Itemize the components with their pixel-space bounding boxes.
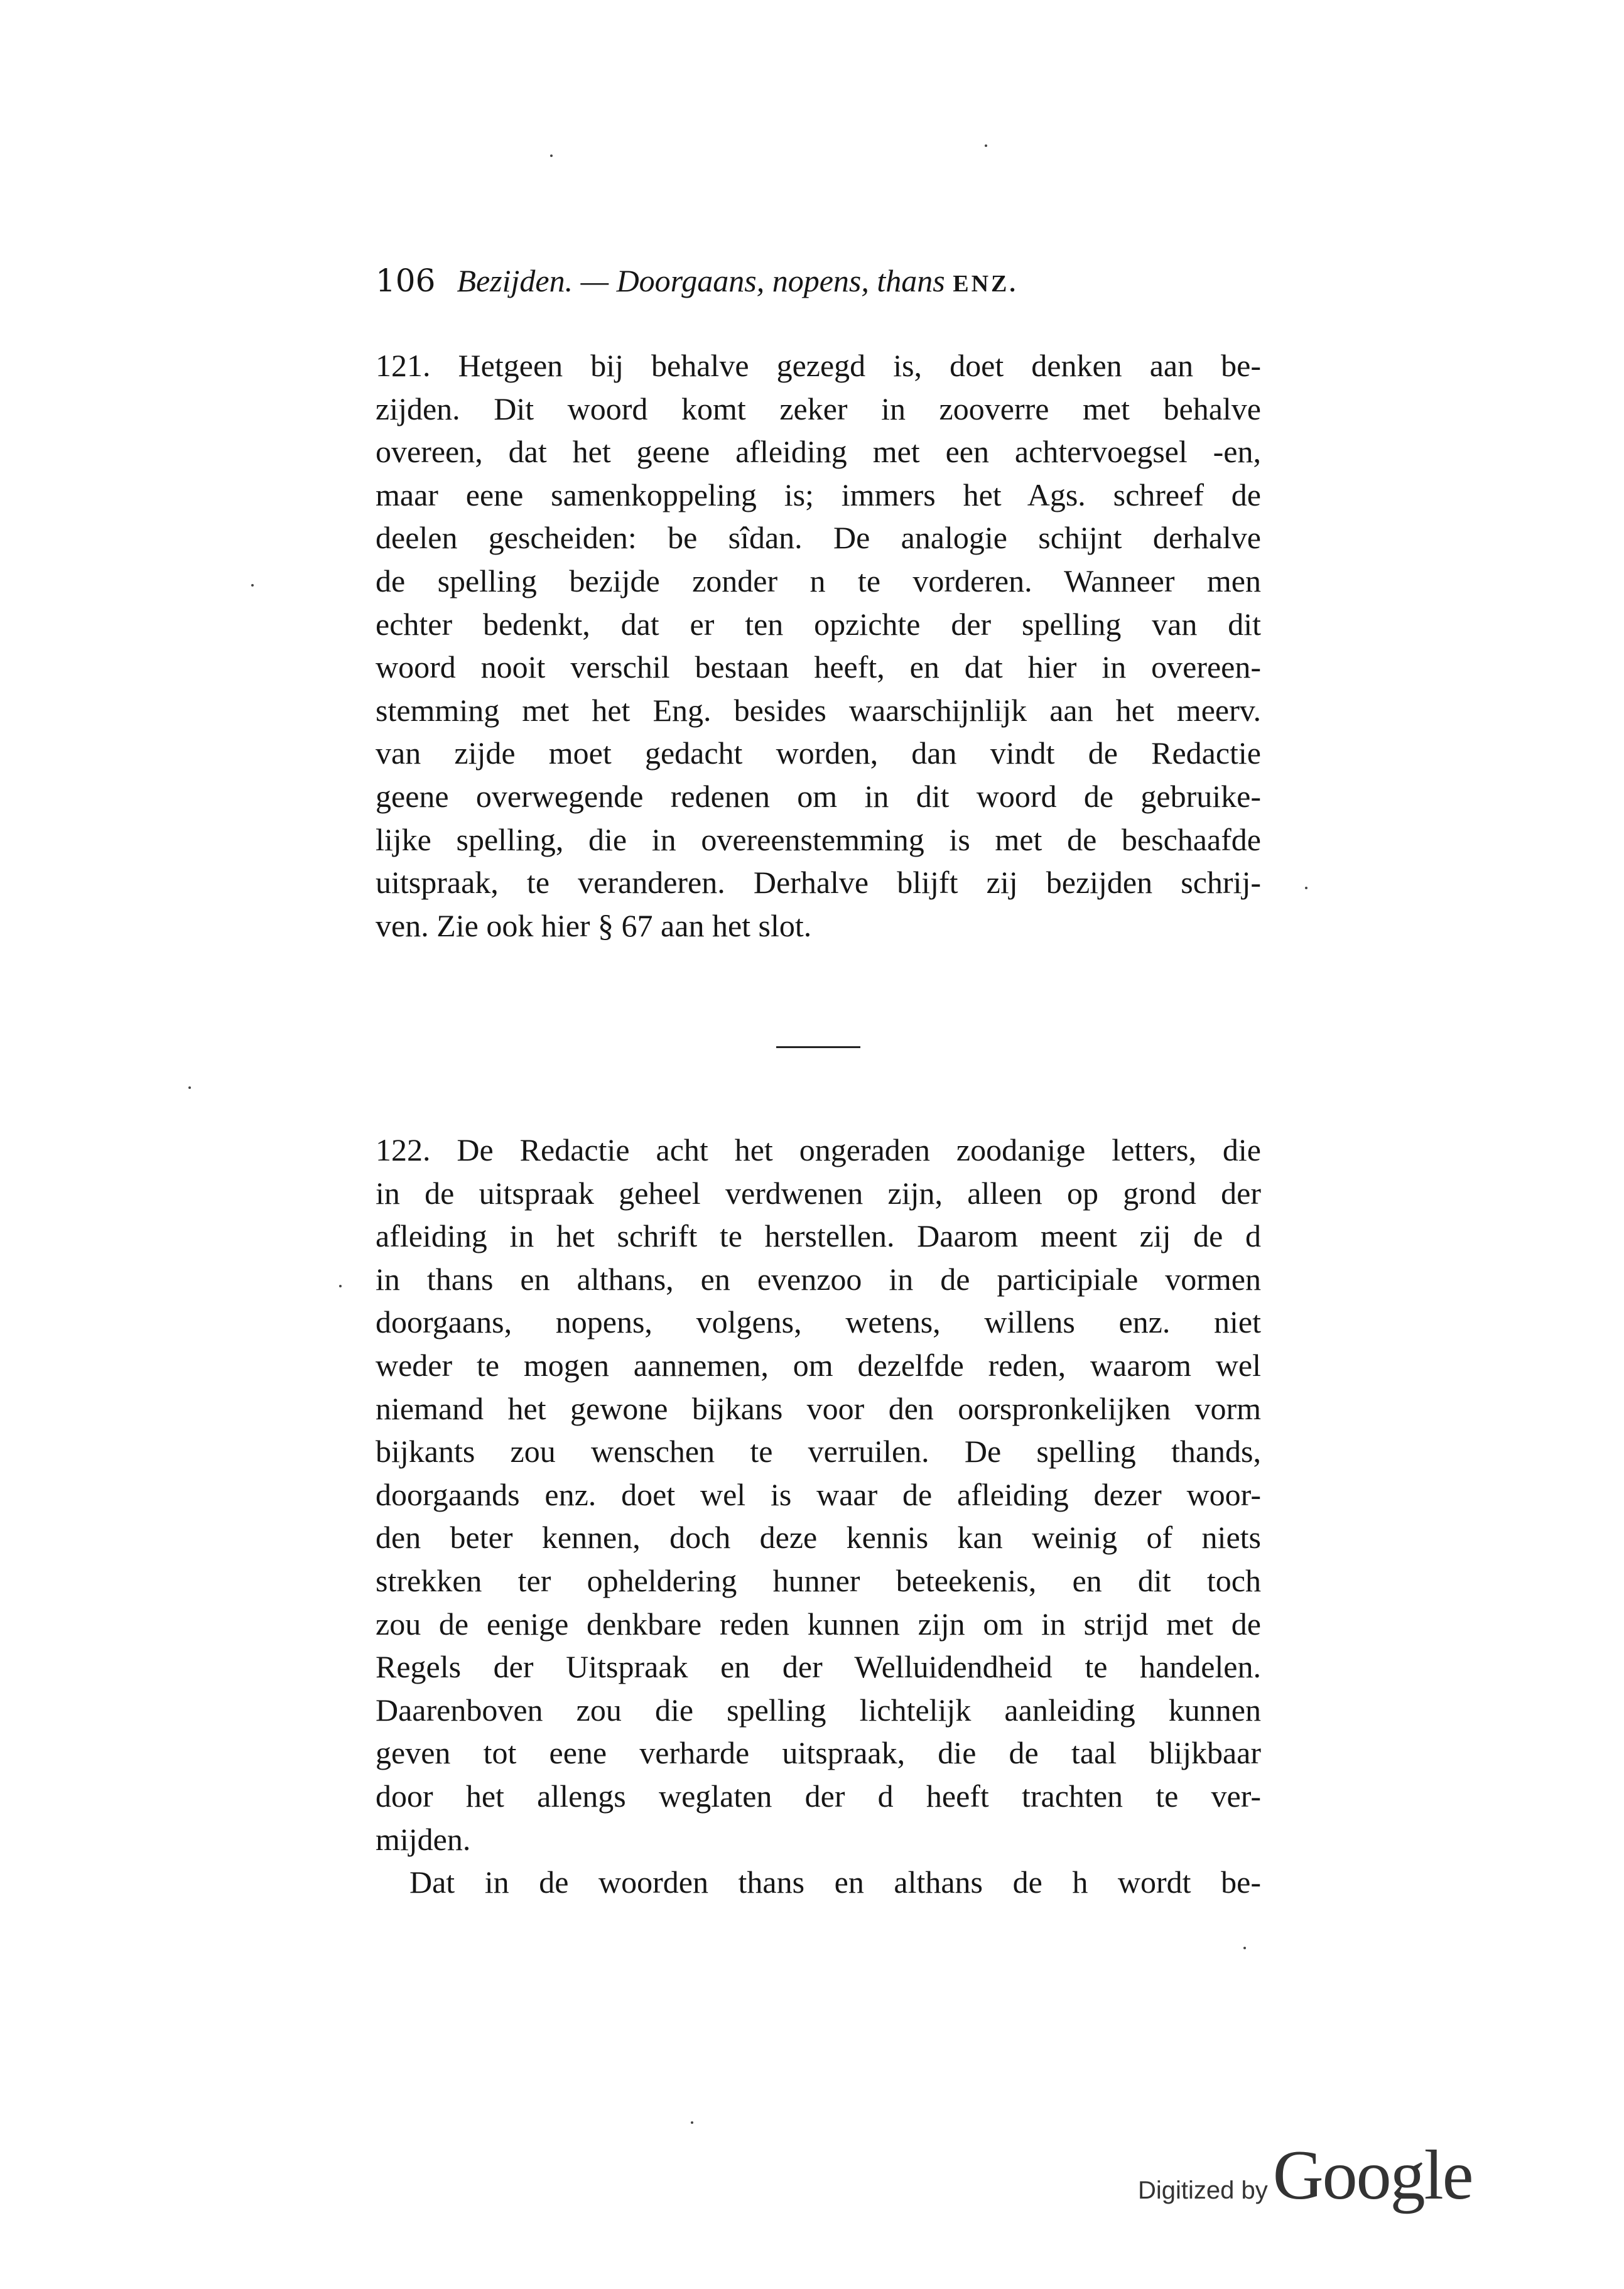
scan-speck — [985, 144, 987, 147]
text-line: deelen gescheiden: be sîdan. De analogie schijnt derhalve — [376, 520, 1261, 556]
text-line: door het allengs weglaten der d heeft trachten te ver- — [376, 1778, 1261, 1814]
scan-speck — [339, 1285, 342, 1287]
text-line: zijden. Dit woord komt zeker in zooverre met behalve — [376, 391, 1261, 426]
text-line: mijden. — [376, 1821, 471, 1857]
text-line: 121. Hetgeen bij behalve gezegd is, doet denken aan be- — [376, 348, 1261, 383]
text-line: overeen, dat het geene afleiding met een achtervoegsel -en, — [376, 434, 1261, 470]
text-line: bijkants zou wenschen te verruilen. De spelling thands, — [376, 1434, 1261, 1469]
text-line: stemming met het Eng. besides waarschijnlijk aan het meerv. — [376, 692, 1261, 728]
section-separator — [776, 1046, 860, 1048]
text-line: Daarenboven zou die spelling lichtelijk aanleiding kunnen — [376, 1692, 1261, 1728]
text-line: geene overwegende redenen om in dit woord de gebruike- — [376, 778, 1261, 814]
text-line: de spelling bezijde zonder n te vorderen. Wanneer men — [376, 563, 1261, 598]
text-line: in de uitspraak geheel verdwenen zijn, alleen op grond der — [376, 1175, 1261, 1211]
scan-speck — [1243, 1947, 1246, 1949]
text-line: den beter kennen, doch deze kennis kan weinig of niets — [376, 1520, 1261, 1556]
text-line: Regels der Uitspraak en der Welluidendheid te handelen. — [376, 1649, 1261, 1685]
running-title: Bezijden. — Doorgaans, nopens, thans — [457, 263, 945, 298]
text-line: doorgaands enz. doet wel is waar de afleiding dezer woor- — [376, 1476, 1261, 1512]
text-line: echter bedenkt, dat er ten opzichte der spelling van dit — [376, 606, 1261, 642]
page-number: 106 — [376, 262, 436, 299]
digitized-watermark — [1138, 2135, 1472, 2216]
scan-speck — [251, 584, 254, 587]
text-line: weder te mogen aannemen, om dezelfde reden, waarom wel — [376, 1347, 1261, 1383]
text-line: Dat in de woorden thans en althans de h wordt be- — [409, 1864, 1261, 1900]
text-line: zou de eenige denkbare reden kunnen zijn om in strijd met de — [376, 1606, 1261, 1642]
scan-speck — [691, 2121, 693, 2124]
scan-speck — [1305, 887, 1307, 889]
scan-speck — [188, 1086, 191, 1089]
text-line: geven tot eene verharde uitspraak, die de taal blijkbaar — [376, 1735, 1261, 1771]
section-122 — [376, 1128, 1261, 1904]
text-line: 122. De Redactie acht het ongeraden zoodanige letters, die — [376, 1132, 1261, 1167]
text-line: van zijde moet gedacht worden, dan vindt de Redactie — [376, 735, 1261, 771]
text-line: uitspraak, te veranderen. Derhalve blijft zij bezijden schrij- — [376, 865, 1261, 901]
scan-speck — [550, 154, 553, 157]
running-header — [376, 259, 1267, 306]
text-line: woord nooit verschil bestaan heeft, en dat hier in overeen- — [376, 649, 1261, 685]
running-title-enz: ENZ. — [953, 271, 1018, 297]
text-line: ven. Zie ook hier § 67 aan het slot. — [376, 907, 812, 943]
text-line: strekken ter opheldering hunner beteekenis, en dit toch — [376, 1562, 1261, 1598]
text-line: niemand het gewone bijkans voor den oorspronkelijken vorm — [376, 1390, 1261, 1426]
text-line: in thans en althans, en evenzoo in de participiale vormen — [376, 1261, 1261, 1297]
digitized-by-label: Digitized by — [1138, 2177, 1268, 2204]
section-121 — [376, 344, 1261, 947]
text-line: afleiding in het schrift te herstellen. Daarom meent zij de d — [376, 1218, 1261, 1254]
google-logo: Google — [1272, 2136, 1473, 2214]
text-line: doorgaans, nopens, volgens, wetens, willens enz. niet — [376, 1304, 1261, 1340]
text-line: lijke spelling, die in overeenstemming is met de beschaafde — [376, 821, 1261, 857]
text-line: maar eene samenkoppeling is; immers het Ags. schreef de — [376, 477, 1261, 512]
